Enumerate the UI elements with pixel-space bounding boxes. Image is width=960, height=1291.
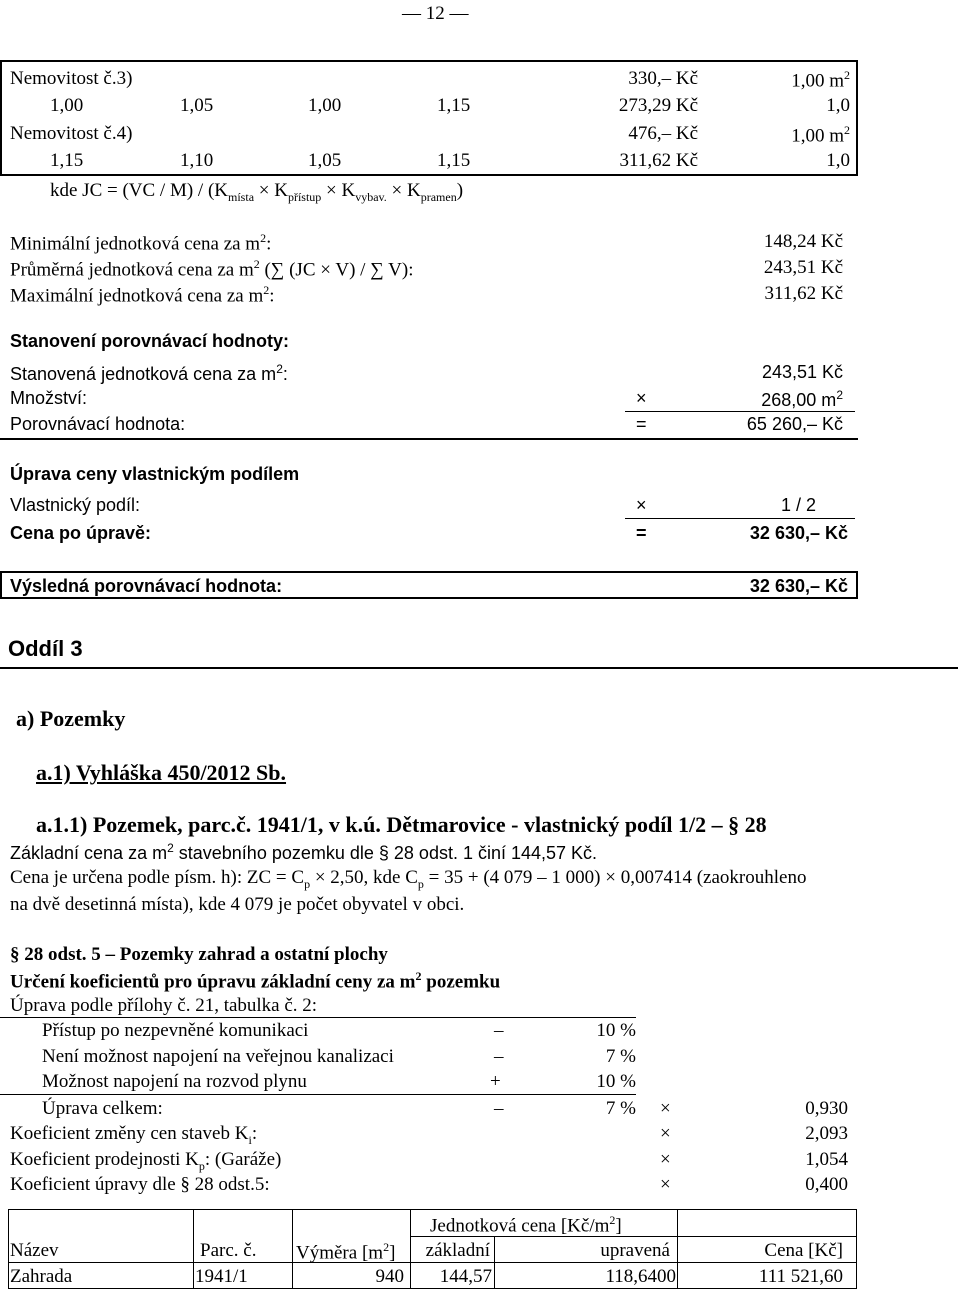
summary-value: 243,51 Kč — [763, 257, 843, 278]
summary-label: Průměrná jednotková cena za $m^2$ (∑ (JC × V) / ∑ V): — [10, 257, 414, 281]
rule — [625, 411, 855, 412]
rule — [193, 1209, 194, 1289]
coef-k1: 1,15 — [50, 150, 84, 171]
total-sign: – — [494, 1098, 504, 1119]
adjust-label: Není možnost napojení na veřejnou kanalizaci — [42, 1046, 394, 1067]
coef-value: 0,930 — [805, 1098, 848, 1119]
property-unit-price: 273,29 Kč — [618, 95, 698, 116]
table-header-name: Název — [10, 1240, 59, 1261]
section-title: Oddíl 3 — [8, 636, 83, 661]
coef-k2: 1,05 — [180, 95, 214, 116]
equals-symbol: = — [636, 414, 647, 434]
coef-k2: 1,10 — [180, 150, 214, 171]
comparison-label: Stanovená jednotková cena za $m^2$: — [10, 362, 288, 384]
ownership-heading: Úprava ceny vlastnickým podílem — [10, 464, 300, 484]
rule — [0, 1094, 636, 1095]
comparison-value: 65 260,– Kč — [746, 414, 843, 434]
after-label: Cena po úpravě: — [10, 523, 152, 543]
rule — [8, 1209, 857, 1210]
property-title: Nemovitost č.4) — [10, 123, 133, 144]
property-title: Nemovitost č.3) — [10, 68, 133, 89]
table-group-header: Jednotková cena $[Kč/m^2]$ — [430, 1213, 622, 1237]
coef-label: Koeficient úpravy dle § 28 odst.5: — [10, 1174, 270, 1195]
coef-k3: 1,00 — [308, 95, 342, 116]
rule — [0, 571, 2, 599]
coef-value: 0,400 — [805, 1174, 848, 1195]
page-number: — 12 — — [402, 3, 469, 24]
coef-k4: 1,15 — [437, 150, 471, 171]
total-value: 7 % — [605, 1098, 636, 1119]
multiply-symbol: × — [660, 1149, 671, 1170]
table-cell-area: 940 — [375, 1266, 404, 1287]
share-value: 1 / 2 — [780, 495, 816, 515]
rule — [0, 174, 858, 176]
summary-label: Maximální jednotková cena za $m^2$: — [10, 283, 275, 307]
result-value: 32 630,– Kč — [749, 576, 848, 596]
adjust-value: 10 % — [596, 1020, 636, 1041]
property-price: 476,– Kč — [628, 123, 698, 144]
rule — [0, 1017, 636, 1018]
rule — [856, 1209, 857, 1289]
summary-value: 311,62 Kč — [764, 283, 843, 304]
adjust-value: 10 % — [596, 1071, 636, 1092]
garden-heading: § 28 odst. 5 – Pozemky zahrad a ostatní plochy — [10, 944, 388, 965]
property-area: 1,00 $m^2$ — [791, 68, 850, 92]
adjust-value: 7 % — [605, 1046, 636, 1067]
total-label: Úprava celkem: — [42, 1098, 163, 1119]
formula-line: kde JC = $(VC / M) / (K_{místa} \times K_{přístup} \times K_{vybav.} \times K_{pramen})$ — [50, 180, 464, 204]
property-unit-price: 311,62 Kč — [619, 150, 698, 171]
coef-value: 2,093 — [805, 1123, 848, 1144]
adjust-intro: Úprava podle přílohy č. 21, tabulka č. 2: — [10, 995, 318, 1016]
rule — [494, 1236, 495, 1289]
body-line: na dvě desetinná místa), kde 4 079 je počet obyvatel v obci. — [10, 894, 465, 915]
rule — [8, 1262, 857, 1263]
after-value: 32 630,– Kč — [749, 523, 848, 543]
property-ratio: 1,0 — [826, 95, 850, 116]
rule — [0, 438, 858, 440]
adjust-label: Možnost napojení na rozvod plynu — [42, 1071, 307, 1092]
rule — [856, 571, 858, 599]
share-label: Vlastnický podíl: — [10, 495, 141, 515]
rule — [677, 1209, 678, 1289]
property-price: 330,– Kč — [628, 68, 698, 89]
coef-label: Koeficient prodejnosti $K_p$: (Garáže) — [10, 1149, 282, 1173]
table-cell-base: 144,57 — [439, 1266, 492, 1287]
comparison-label: Množství: — [10, 388, 88, 408]
summary-label: Minimální jednotková cena za $m^2$: — [10, 231, 272, 255]
adjust-sign: + — [490, 1071, 501, 1092]
comparison-heading: Stanovení porovnávací hodnoty: — [10, 331, 290, 351]
table-cell-name: Zahrada — [10, 1266, 73, 1287]
rule — [625, 518, 855, 519]
comparison-value: 268,00 $m^2$ — [761, 388, 843, 410]
comparison-value: 243,51 Kč — [761, 362, 843, 382]
rule — [410, 1209, 411, 1289]
rule — [856, 60, 858, 176]
rule — [8, 1288, 857, 1289]
property-ratio: 1,0 — [826, 150, 850, 171]
rule — [292, 1209, 293, 1289]
adjust-sign: – — [494, 1046, 504, 1067]
rule — [8, 1209, 9, 1289]
multiply-symbol: × — [660, 1123, 671, 1144]
rule — [0, 60, 2, 176]
result-label: Výsledná porovnávací hodnota: — [10, 576, 283, 596]
coef-label: Koeficient změny cen staveb $K_i$: — [10, 1123, 258, 1147]
table-cell-price: 111 521,60 — [758, 1266, 843, 1287]
rule — [0, 60, 858, 62]
table-header-adjusted: upravená — [600, 1240, 670, 1261]
coef-k3: 1,05 — [308, 150, 342, 171]
rule — [0, 571, 858, 573]
rule — [0, 667, 958, 669]
table-cell-parcel: 1941/1 — [195, 1266, 248, 1287]
subsection-title: a.1.1) Pozemek, parc.č. 1941/1, v k.ú. Dětmarovice - vlastnický podíl 1/2 – § 28 — [36, 812, 767, 837]
table-header-base: základní — [425, 1240, 490, 1261]
coef-k1: 1,00 — [50, 95, 84, 116]
table-header-parcel: Parc. č. — [200, 1240, 257, 1261]
summary-value: 148,24 Kč — [763, 231, 843, 252]
table-header-price: Cena [Kč] — [764, 1240, 843, 1261]
property-area: 1,00 $m^2$ — [791, 123, 850, 147]
subsection-title: a) Pozemky — [16, 706, 126, 731]
coef-heading: Určení koeficientů pro úpravu základní ceny za $m^2$ pozemku — [10, 969, 501, 993]
table-header-area: Výměra $[m^2]$ — [296, 1240, 396, 1264]
multiply-symbol: × — [660, 1174, 671, 1195]
coef-k4: 1,15 — [437, 95, 471, 116]
body-line: Základní cena za $m^2$ stavebního pozemku dle § 28 odst. 1 činí 144,57 Kč. — [10, 841, 598, 863]
table-cell-adjusted: 118,6400 — [605, 1266, 676, 1287]
adjust-sign: – — [494, 1020, 504, 1041]
coef-value: 1,054 — [805, 1149, 848, 1170]
equals-symbol: = — [636, 523, 647, 543]
comparison-label: Porovnávací hodnota: — [10, 414, 186, 434]
rule — [0, 597, 858, 599]
adjust-label: Přístup po nezpevněné komunikaci — [42, 1020, 309, 1041]
multiply-symbol: × — [660, 1098, 671, 1119]
body-line: Cena je určena podle písm. h): ZC = $C_p \times 2,50$, kde $C_p = 35 + (4$ 079 – 1 000) × 0,007414 (zaokrouhleno — [10, 867, 807, 891]
multiply-symbol: × — [636, 388, 647, 408]
multiply-symbol: × — [636, 495, 647, 515]
subsection-title: a.1) Vyhláška 450/2012 Sb. — [36, 760, 287, 785]
